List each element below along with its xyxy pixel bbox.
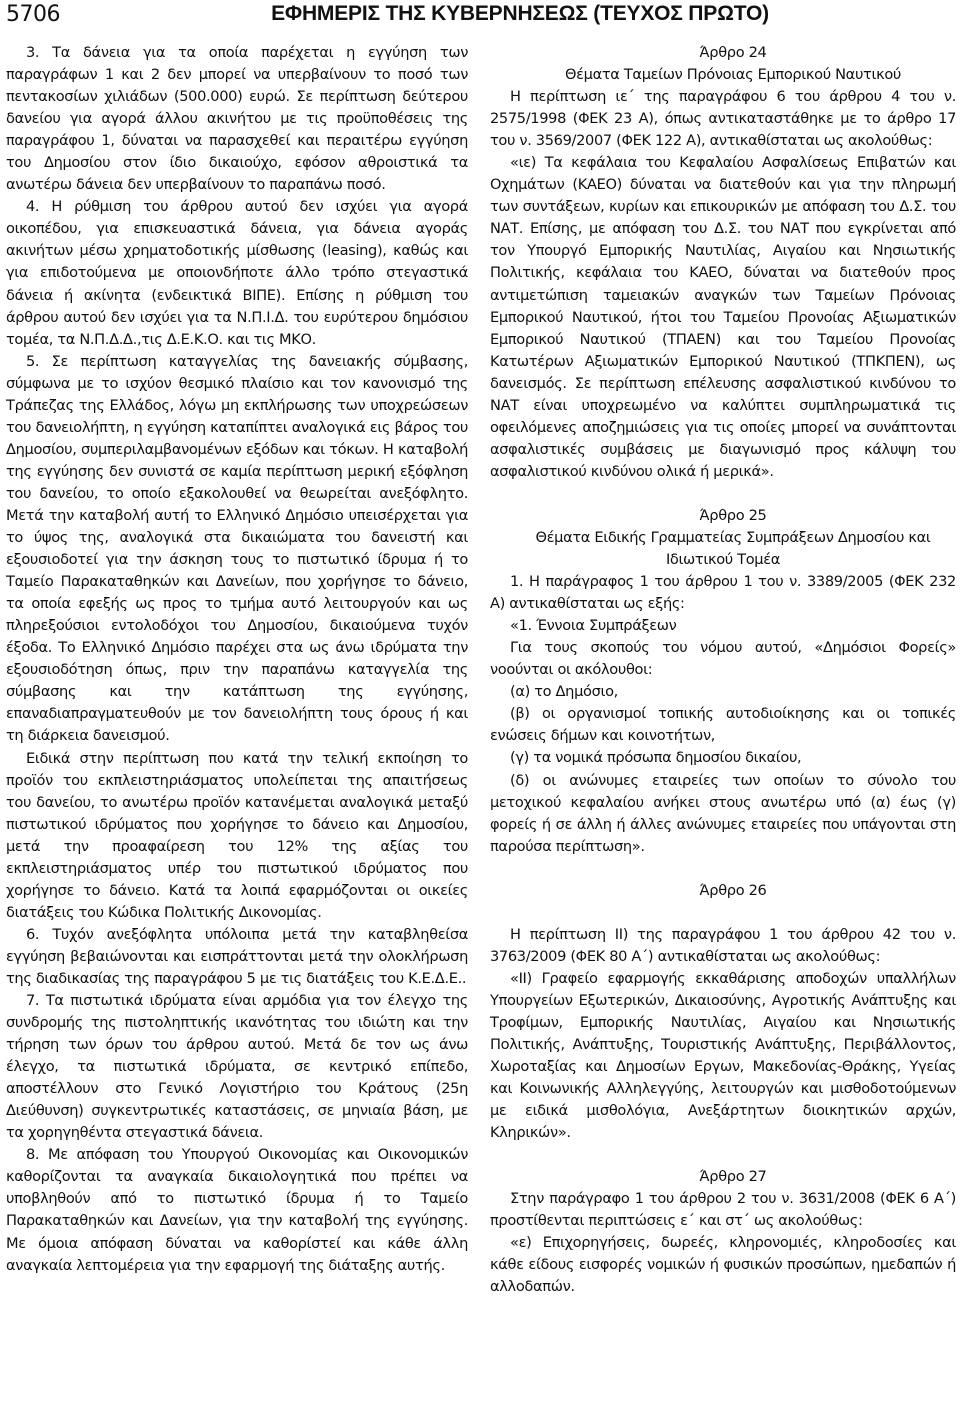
article-26-title: Άρθρο 26 [699, 881, 767, 899]
article-27-title: Άρθρο 27 [699, 1168, 767, 1186]
article-25-item-a: (α) το Δημόσιο, [510, 683, 618, 701]
article-25-subtitle: Θέματα Ειδικής Γραμματείας Συμπράξεων Δημοσίου και Ιδιωτικού Τομέα [535, 528, 931, 569]
page-header [0, 0, 960, 34]
page-number: 5706 [6, 2, 60, 27]
paragraph-5: 5. Σε περίπτωση καταγγελίας της δανειακής σύμβασης, σύμφωνα με το ισχύον θεσμικό πλαίσιο και τον κανονισμό της Τράπεζας της Ελλάδος, λόγω μη εκπλήρωσης των υποχρεώσεων του δανειολήπτη, η εγγύηση καταπίπτει αναλογικά εις βάρος του Δημοσίου, συμπεριλαμβανομένων εξόδων και τόκων. Η καταβολή της εγγύησης δεν συνιστά σε καμία περίπτωση μερική εξόφληση του δανείου, το οποίο εξακολουθεί να θεωρείται ανεξόφλητο. Μετά την καταβολή αυτή το Ελληνικό Δημόσιο υπεισέρχεται για το ύψος της, αναλογικά στα δικαιώματα του δανειστή και εξουσιοδοτεί για την άσκηση τους το πιστωτικό ίδρυμα ή το Ταμείο Παρακαταθηκών και Δανείων, που χορήγησε το δάνειο, τα οποία εφεξής ως προς το τμήμα αυτό λειτουργούν και ως πληρεξούσιοι εντολοδόχοι του Δημοσίου, δικαιούμενα τυχόν έξοδα. Το Ελληνικό Δημόσιο παρέχει στα ως άνω ιδρύματα την εξουσιοδότηση όπως, πριν την παραπάνω καταγγελία της σύμβασης και την κατάπτωση της εγγύησης, επαναδιαπραγματευθούν με τον δανειολήπτη τους όρους ή και τη διάρκεια δανεισμού. [6, 352, 468, 745]
article-24-title: Άρθρο 24 [699, 44, 767, 61]
paragraph-4: 4. Η ρύθμιση του άρθρου αυτού δεν ισχύει για αγορά οικοπέδου, για επισκευαστικά δάνεια, για δάνεια αγοράς ακινήτων μέσω χρηματοδοτικής μίσθωσης (leasing), καθώς και για επιδοτούμενα με οποιονδήποτε άλλο τρόπο στεγαστικά δάνεια ή ακίνητα (ενδεικτικά ΒΙΠΕ). Επίσης η ρύθμιση του άρθρου αυτού δεν ισχύει για τα Ν.Π.Ι.Δ. του ευρύτερου δημόσιου τομέα, τα Ν.Π.Δ.Δ.,τις Δ.Ε.Κ.Ο. και τις ΜΚΟ. [6, 198, 468, 348]
right-column [490, 42, 956, 1422]
article-25-title: Άρθρο 25 [699, 506, 767, 524]
gazette-title: ΕΦΗΜΕΡΙΣ ΤΗΣ ΚΥΒΕΡΝΗΣΕΩΣ (ΤΕΥΧΟΣ ΠΡΩΤΟ) [271, 2, 769, 25]
paragraph-7: 7. Τα πιστωτικά ιδρύματα είναι αρμόδια για τον έλεγχο της συνδρομής της πιστοληπτικής ικανότητας του ιδιώτη και την τήρηση των όρων του άρθρου αυτού. Μετά δε τον ως άνω έλεγχο, τα πιστωτικά ιδρύματα, σε κεντρικό επίπεδο, αποστέλλουν στο Γενικό Λογιστήριο του Κράτους (25η Διεύθυνση) συγκεντρωτικές καταστάσεις, σε μηνιαία βάση, με τα χορηγηθέντα στεγαστικά δάνεια. [6, 992, 468, 1142]
article-27-paragraph-1: Στην παράγραφο 1 του άρθρου 2 του ν. 3631/2008 (ΦΕΚ 6 Α΄) προστίθενται περιπτώσεις ε΄ και στ΄ ως ακολούθως: [490, 1190, 956, 1230]
article-26-paragraph-1: Η περίπτωση ΙΙ) της παραγράφου 1 του άρθρου 42 του ν. 3763/2009 (ΦΕΚ 80 Α΄) αντικαθίσταται ως ακολούθως: [490, 925, 956, 965]
article-27-paragraph-2: «ε) Επιχορηγήσεις, δωρεές, κληρονομιές, κληροδοσίες και κάθε είδους εισφορές νομικών ή φυσικών προσώπων, ημεδαπών ή αλλοδαπών. [490, 1234, 956, 1296]
paragraph-6: 6. Τυχόν ανεξόφλητα υπόλοιπα μετά την καταβληθείσα εγγύηση βεβαιώνονται και εισπράττονται μετά την ολοκλήρωση της διαδικασίας της παραγράφου 5 με τις διατάξεις του Κ.Ε.Δ.Ε.. [6, 925, 468, 987]
spacer [490, 1144, 956, 1166]
spacer [490, 483, 956, 505]
paragraph-8: 8. Με απόφαση του Υπουργού Οικονομίας και Οικονομικών καθορίζονται τα αναγκαία δικαιολογητικά που πρέπει να υποβληθούν από το πιστωτικό ίδρυμα ή το Ταμείο Παρακαταθηκών και Δανείων, για την καταβολή της εγγύησης. Με όμοια απόφαση δύναται να καθορίστεί και κάθε άλλη αναγκαία λεπτομέρεια για την εφαρμογή της διάταξης αυτής. [6, 1146, 468, 1274]
spacer [490, 902, 956, 924]
article-24-subtitle: Θέματα Ταμείων Πρόνοιας Εμπορικού Ναυτικού [564, 66, 901, 84]
article-25-item-b: (β) οι οργανισμοί τοπικής αυτοδιοίκησης και οι τοπικές ενώσεις δήμων και κοινοτήτων, [490, 705, 956, 745]
article-25-paragraph-1: 1. Η παράγραφος 1 του άρθρου 1 του ν. 3389/2005 (ΦΕΚ 232 Α) αντικαθίσταται ως εξής: [490, 573, 956, 613]
paragraph-3: 3. Τα δάνεια για τα οποία παρέχεται η εγγύηση των παραγράφων 1 και 2 δεν μπορεί να υπερβαίνουν το ποσό των πεντακοσίων χιλιάδων (500.000) ευρώ. Σε περίπτωση δεύτερου δανείου για αγορά άλλου ακινήτου με τις προϋποθέσεις της παραγράφου 1, δύναται να παρασχεθεί και περαιτέρω εγγύηση του Δημοσίου στον ίδιο δικαιούχο, εφόσον αθροιστικά τα ανωτέρω δάνεια δεν υπερβαίνουν το παραπάνω ποσό. [6, 44, 468, 194]
spacer [490, 858, 956, 880]
article-25-paragraph-2: «1. Έννοια Συμπράξεων [510, 617, 677, 635]
article-25-item-c: (γ) τα νομικά πρόσωπα δημοσίου δικαίου, [510, 749, 802, 767]
article-26-paragraph-2: «ΙΙ) Γραφείο εφαρμογής εκκαθάρισης απoδοχών υπαλλήλων Υπουργείων Εξωτερικών, Δικαιοσύνης, Αγροτικής Ανάπτυξης και Τροφίμων, Εμπορικής Ναυτιλίας, Αιγαίου και Νησιωτικής Πολιτικής, Ανάπτυξης, Τουριστικής Ανάπτυξης, Περιβάλλοντος, Χωροταξίας και Δημοσίων Εργων, Μακεδονίας-Θράκης, Υγείας και Κοινωνικής Αλληλεγγύης, λειτουργών και μισθοδοτούμενων με ειδικά μισθολόγια, Ανεξάρτητων διοικητικών αρχών, Κληρικών». [490, 969, 956, 1142]
article-24-quote: «ιε) Τα κεφάλαια του Κεφαλαίου Ασφαλίσεως Επιβατών και Οχημάτων (ΚΑΕΟ) δύναται να διατεθούν και για την πληρωμή των συντάξεων, κυρίων και επικουρικών με απόφαση του Δ.Σ. του ΝΑΤ. Επίσης, με απόφαση του Δ.Σ. του ΝΑΤ που εγκρίνεται από τον Υπουργό Εμπορικής Ναυτιλίας, Αιγαίου και Νησιωτικής Πολιτικής, κεφάλαια του ΚΑΕΟ, δύναται να διατεθούν προς αντιμετώπιση ταμειακών αναγκών των Ταμείων Πρόνοιας Εμπορικού Ναυτικού, ήτοι του Ταμείου Προνοίας Αξιωματικών Εμπορικού Ναυτικού (ΤΠΑΕΝ) και του Ταμείου Προνοίας Κατωτέρων Αξιωματικών Εμπορικού Ναυτικού (ΤΠΚΠΕΝ), ως δανεισμός. Σε περίπτωση επέλευσης ασφαλιστικού κινδύνου το ΝΑΤ είναι υποχρεωμένο να καλύπτει συμπληρωματικά τις οφειλόμενες αποζημιώσεις για τις οποίες μπορεί να συνάπτονται ασφαλιστικές συμβάσεις με διαγωνισμό προς κάλυψη του ασφαλιστικού κινδύνου ολικά ή μερικά». [490, 154, 956, 480]
paragraph-5-special: Ειδικά στην περίπτωση που κατά την τελική εκποίηση το προϊόν του εκπλειστηριάσματος υπολείπεται της απαιτήσεως του δανείου, το ανωτέρω προϊόν κατανέμεται αναλογικά μεταξύ πιστωτικού ιδρύματος που χορήγησε το δάνειο και Δημοσίου, μετά την προαφαίρεση του 12% της αξίας του εκπλειστηριάσματος υπέρ του πιστωτικού ιδρύματος που χορήγησε το δάνειο. Κατά τα λοιπά εφαρμόζονται οι οικείες διατάξεις του Κώδικα Πολιτικής Δικονομίας. [6, 749, 468, 921]
article-25-paragraph-3: Για τους σκοπούς του νόμου αυτού, «Δημόσιοι Φορείς» νοούνται οι ακόλουθοι: [490, 639, 956, 679]
article-24-paragraph: Η περίπτωση ιε΄ της παραγράφου 6 του άρθρου 4 του ν. 2575/1998 (ΦΕΚ 23 Α), όπως αντικαταστάθηκε με το άρθρο 17 του ν. 3569/2007 (ΦΕΚ 122 Α), αντικαθίσταται ως ακολούθως: [490, 88, 956, 150]
article-25-item-d: (δ) οι ανώνυμες εταιρείες των οποίων το σύνολο του μετοχικού κεφαλαίου ανήκει στους ανωτέρω υπό (α) έως (γ) φορείς ή σε άλλη ή άλλες ανώνυμες εταιρείες που υπάγονται στη παρούσα περίπτωση». [490, 771, 956, 855]
left-column [6, 42, 468, 1422]
